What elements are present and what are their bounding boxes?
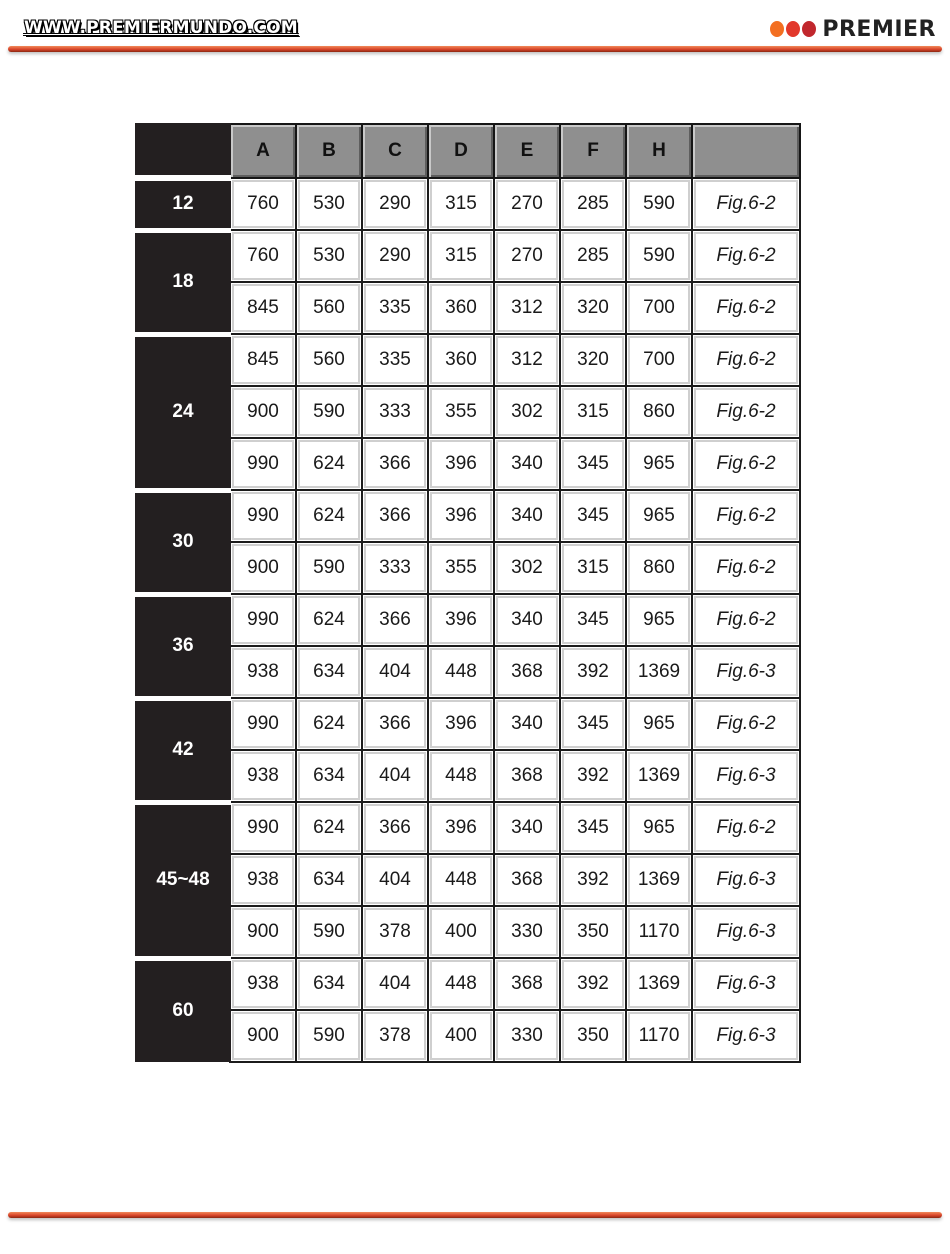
dimension-cell: 624 <box>296 438 362 490</box>
dimension-cell: 290 <box>362 230 428 282</box>
table-row <box>136 230 800 282</box>
dimension-cell: 560 <box>296 334 362 386</box>
dimension-cell: 634 <box>296 958 362 1010</box>
figure-reference-cell: Fig.6-3 <box>692 906 800 958</box>
dimension-cell: 270 <box>494 178 560 230</box>
figure-reference-cell: Fig.6-3 <box>692 750 800 802</box>
size-label: 12 <box>136 178 230 230</box>
dimension-cell: 1369 <box>626 646 692 698</box>
table-row <box>136 906 800 958</box>
dimension-cell: 285 <box>560 178 626 230</box>
dimension-cell: 530 <box>296 178 362 230</box>
dimension-cell: 345 <box>560 490 626 542</box>
table-row <box>136 854 800 906</box>
dimension-cell: 320 <box>560 282 626 334</box>
figure-reference-cell: Fig.6-3 <box>692 1010 800 1062</box>
dimension-cell: 366 <box>362 490 428 542</box>
dimension-cell: 345 <box>560 594 626 646</box>
size-label: 18 <box>136 230 230 334</box>
column-header: C <box>362 124 428 178</box>
dimension-cell: 340 <box>494 490 560 542</box>
dimension-cell: 590 <box>296 1010 362 1062</box>
dimension-cell: 366 <box>362 802 428 854</box>
dimension-cell: 965 <box>626 438 692 490</box>
dimension-cell: 624 <box>296 490 362 542</box>
dimension-cell: 404 <box>362 854 428 906</box>
dimension-cell: 366 <box>362 594 428 646</box>
column-header: B <box>296 124 362 178</box>
size-label: 30 <box>136 490 230 594</box>
table-body <box>136 178 800 1062</box>
dimension-cell: 340 <box>494 438 560 490</box>
figure-reference-cell: Fig.6-2 <box>692 490 800 542</box>
dimension-cell: 396 <box>428 698 494 750</box>
dimension-cell: 990 <box>230 594 296 646</box>
dimension-cell: 990 <box>230 698 296 750</box>
brand-logo <box>770 16 936 42</box>
dimension-cell: 900 <box>230 906 296 958</box>
size-label: 45~48 <box>136 802 230 958</box>
dimension-cell: 320 <box>560 334 626 386</box>
dimension-cell: 590 <box>626 178 692 230</box>
dimension-cell: 368 <box>494 958 560 1010</box>
table-row <box>136 698 800 750</box>
dimension-cell: 345 <box>560 438 626 490</box>
dimension-cell: 990 <box>230 438 296 490</box>
dimension-cell: 392 <box>560 750 626 802</box>
dimension-cell: 845 <box>230 334 296 386</box>
dimension-cell: 396 <box>428 490 494 542</box>
dimension-cell: 360 <box>428 282 494 334</box>
figure-reference-cell: Fig.6-2 <box>692 698 800 750</box>
dimension-cell: 335 <box>362 334 428 386</box>
brand-dots-icon <box>770 21 816 37</box>
dimension-cell: 938 <box>230 750 296 802</box>
dimension-cell: 965 <box>626 594 692 646</box>
column-header <box>692 124 800 178</box>
dimension-cell: 350 <box>560 1010 626 1062</box>
dimension-cell: 302 <box>494 542 560 594</box>
dimension-cell: 965 <box>626 490 692 542</box>
figure-reference-cell: Fig.6-2 <box>692 594 800 646</box>
figure-reference-cell: Fig.6-2 <box>692 282 800 334</box>
dimension-cell: 396 <box>428 438 494 490</box>
table-row <box>136 750 800 802</box>
table-row <box>136 490 800 542</box>
dimension-cell: 340 <box>494 594 560 646</box>
dimension-cell: 990 <box>230 802 296 854</box>
figure-reference-cell: Fig.6-2 <box>692 542 800 594</box>
dimension-cell: 360 <box>428 334 494 386</box>
dimension-cell: 350 <box>560 906 626 958</box>
column-header: D <box>428 124 494 178</box>
dimension-cell: 634 <box>296 646 362 698</box>
dimension-cell: 700 <box>626 282 692 334</box>
figure-reference-cell: Fig.6-3 <box>692 646 800 698</box>
dimension-cell: 700 <box>626 334 692 386</box>
dimension-cell: 315 <box>560 542 626 594</box>
table-row <box>136 802 800 854</box>
dimension-cell: 396 <box>428 802 494 854</box>
dimension-cell: 448 <box>428 646 494 698</box>
dimension-cell: 530 <box>296 230 362 282</box>
dimension-cell: 860 <box>626 386 692 438</box>
size-label: 60 <box>136 958 230 1062</box>
dimension-cell: 345 <box>560 802 626 854</box>
dimension-cell: 315 <box>560 386 626 438</box>
dimension-cell: 900 <box>230 1010 296 1062</box>
dimension-cell: 760 <box>230 178 296 230</box>
dimension-cell: 312 <box>494 282 560 334</box>
dimension-cell: 590 <box>296 386 362 438</box>
dimension-cell: 624 <box>296 698 362 750</box>
dimensions-table <box>135 123 801 1063</box>
dimension-cell: 860 <box>626 542 692 594</box>
dimension-cell: 368 <box>494 854 560 906</box>
column-header: A <box>230 124 296 178</box>
dimension-cell: 448 <box>428 854 494 906</box>
figure-reference-cell: Fig.6-2 <box>692 802 800 854</box>
figure-reference-cell: Fig.6-2 <box>692 230 800 282</box>
dimension-cell: 392 <box>560 646 626 698</box>
table-row <box>136 594 800 646</box>
dimension-cell: 366 <box>362 438 428 490</box>
table-row <box>136 334 800 386</box>
dimension-cell: 378 <box>362 906 428 958</box>
column-header: E <box>494 124 560 178</box>
dimension-cell: 900 <box>230 386 296 438</box>
table-row <box>136 958 800 1010</box>
dimension-cell: 634 <box>296 854 362 906</box>
dimension-cell: 330 <box>494 1010 560 1062</box>
dimension-cell: 965 <box>626 698 692 750</box>
column-header: F <box>560 124 626 178</box>
brand-name: PREMIER <box>822 16 936 42</box>
dimension-cell: 448 <box>428 750 494 802</box>
dimension-cell: 624 <box>296 594 362 646</box>
table-row <box>136 1010 800 1062</box>
table-row <box>136 178 800 230</box>
dimension-cell: 560 <box>296 282 362 334</box>
dimension-cell: 290 <box>362 178 428 230</box>
size-label: 36 <box>136 594 230 698</box>
table-corner-cell <box>136 124 230 178</box>
header-divider <box>8 46 942 52</box>
dimension-cell: 368 <box>494 750 560 802</box>
dimension-cell: 396 <box>428 594 494 646</box>
dimension-cell: 333 <box>362 386 428 438</box>
dimension-cell: 938 <box>230 646 296 698</box>
dimension-cell: 624 <box>296 802 362 854</box>
brand-dot <box>786 21 800 37</box>
dimension-cell: 302 <box>494 386 560 438</box>
dimension-cell: 333 <box>362 542 428 594</box>
dimension-cell: 345 <box>560 698 626 750</box>
dimension-cell: 315 <box>428 178 494 230</box>
dimension-cell: 590 <box>296 906 362 958</box>
dimension-cell: 368 <box>494 646 560 698</box>
dimension-cell: 270 <box>494 230 560 282</box>
footer-divider <box>8 1212 942 1218</box>
dimension-cell: 900 <box>230 542 296 594</box>
dimension-cell: 335 <box>362 282 428 334</box>
dimension-cell: 590 <box>626 230 692 282</box>
dimension-cell: 1369 <box>626 750 692 802</box>
dimension-cell: 315 <box>428 230 494 282</box>
dimension-cell: 340 <box>494 698 560 750</box>
figure-reference-cell: Fig.6-2 <box>692 334 800 386</box>
dimension-cell: 285 <box>560 230 626 282</box>
size-label: 42 <box>136 698 230 802</box>
dimension-cell: 392 <box>560 854 626 906</box>
dimension-cell: 990 <box>230 490 296 542</box>
table-header-row <box>136 124 800 178</box>
table-row <box>136 542 800 594</box>
dimension-cell: 1170 <box>626 1010 692 1062</box>
dimension-cell: 392 <box>560 958 626 1010</box>
figure-reference-cell: Fig.6-2 <box>692 178 800 230</box>
size-label: 24 <box>136 334 230 490</box>
brand-dot <box>770 21 784 37</box>
table-row <box>136 386 800 438</box>
dimension-cell: 378 <box>362 1010 428 1062</box>
table-row <box>136 438 800 490</box>
figure-reference-cell: Fig.6-3 <box>692 958 800 1010</box>
dimension-cell: 400 <box>428 906 494 958</box>
dimension-cell: 312 <box>494 334 560 386</box>
dimension-cell: 404 <box>362 750 428 802</box>
table-row <box>136 282 800 334</box>
dimension-cell: 355 <box>428 542 494 594</box>
dimension-cell: 1170 <box>626 906 692 958</box>
dimension-cell: 400 <box>428 1010 494 1062</box>
dimension-cell: 366 <box>362 698 428 750</box>
dimension-cell: 1369 <box>626 958 692 1010</box>
dimension-cell: 330 <box>494 906 560 958</box>
dimension-cell: 938 <box>230 854 296 906</box>
dimension-cell: 938 <box>230 958 296 1010</box>
column-header: H <box>626 124 692 178</box>
dimension-cell: 404 <box>362 958 428 1010</box>
dimension-cell: 448 <box>428 958 494 1010</box>
dimension-cell: 340 <box>494 802 560 854</box>
figure-reference-cell: Fig.6-3 <box>692 854 800 906</box>
dimension-cell: 845 <box>230 282 296 334</box>
dimension-cell: 760 <box>230 230 296 282</box>
dimension-cell: 355 <box>428 386 494 438</box>
table-row <box>136 646 800 698</box>
brand-dot <box>802 21 816 37</box>
figure-reference-cell: Fig.6-2 <box>692 386 800 438</box>
dimension-cell: 404 <box>362 646 428 698</box>
dimension-cell: 1369 <box>626 854 692 906</box>
dimension-cell: 965 <box>626 802 692 854</box>
dimension-cell: 590 <box>296 542 362 594</box>
dimension-cell: 634 <box>296 750 362 802</box>
figure-reference-cell: Fig.6-2 <box>692 438 800 490</box>
site-url-link[interactable]: WWW.PREMIERMUNDO.COM <box>24 18 298 38</box>
